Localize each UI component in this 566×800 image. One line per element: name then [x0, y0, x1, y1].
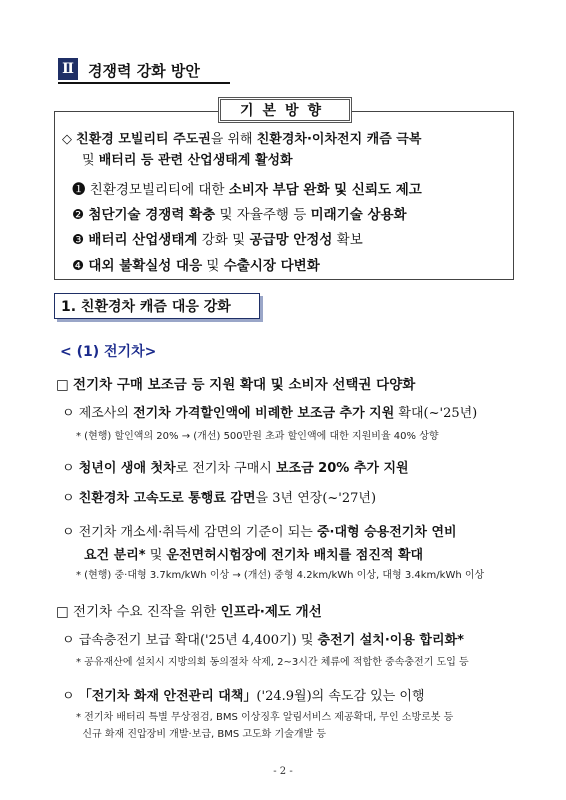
text: 친환경모빌리티에 대한	[89, 182, 229, 198]
bold-text: 친환경 모빌리티 주도권	[76, 132, 211, 147]
text: □	[56, 377, 74, 393]
intro-line-2	[82, 149, 293, 168]
text: 확보	[332, 232, 363, 248]
bold-text: 「전기차 화재 안전관리 대책」	[78, 689, 257, 704]
bullet-line	[84, 544, 423, 563]
subsection-title-box	[54, 293, 260, 319]
footnote: * (현행) 중·대형 3.7km/kWh 이상 → (개선) 중형 4.2km/kWh 이상, 대형 3.4km/kWh 이상	[76, 570, 485, 581]
text: ㅇ	[62, 491, 79, 506]
bold-text: 중·대형 승용전기차 연비	[316, 525, 457, 540]
bold-text: 배터리 산업생태계	[88, 232, 198, 248]
text: ㅇ 전기차 개소세·취득세 감면의 기준이 되는	[62, 525, 317, 540]
text: ㅇ	[62, 689, 79, 704]
page-number: - 2 -	[273, 766, 293, 777]
text: 및	[202, 258, 224, 274]
footnote: * 전기차 배터리 특별 무상점검, BMS 이상징후 알림서비스 제공확대, 무인 소방로봇 등	[76, 712, 454, 723]
footnote: * 공유재산에 설치시 지방의회 동의절차 삭제, 2~3시간 체류에 적합한 중속충전기 도입 등	[76, 657, 469, 668]
bold-text: 인프라·제도 개선	[220, 604, 322, 620]
text: 및 자율주행 등	[215, 207, 311, 223]
subsub-title: < (1) 전기차>	[60, 344, 157, 360]
number-badge-icon: ❶	[72, 182, 90, 198]
bold-text: 수출시장 다변화	[223, 258, 320, 274]
bold-text: 보조금 20% 추가 지원	[275, 461, 409, 476]
bold-text: 충전기 설치·이용 합리화*	[317, 633, 464, 648]
bullet-line	[62, 521, 457, 540]
intro-line-1	[62, 128, 421, 147]
text: 을 3년 연장(~'27년)	[255, 491, 377, 506]
section-number-badge: Ⅱ	[58, 58, 78, 80]
basic-direction-tag: 기본방향	[218, 97, 352, 123]
text: ('24.9월)의 속도감 있는 이행	[256, 689, 425, 704]
bold-text: 요건 분리*	[84, 548, 146, 563]
text: 로 전기차 구매시	[175, 461, 276, 476]
text: ㅇ 급속충전기 보급 확대('25년 4,400기) 및	[62, 633, 318, 648]
footnote: * (현행) 할인액의 20% → (개선) 500만원 초과 할인액에 대한 지원비율 40% 상향	[76, 431, 439, 442]
text: 을 위해	[210, 132, 257, 147]
basic-direction-item	[72, 228, 363, 248]
basic-direction-item	[72, 178, 422, 198]
bold-text: 첨단기술 경쟁력 확충	[88, 207, 216, 223]
diamond-icon: ◇	[62, 132, 72, 147]
bold-text: 친환경차 고속도로 통행료 감면	[78, 491, 256, 506]
bold-text: 운전면허시험장에 전기차 배치를 점진적 확대	[166, 548, 424, 563]
section-underline	[58, 82, 230, 84]
block-heading	[56, 600, 322, 620]
bullet-line	[62, 487, 376, 506]
bold-text: 대외 불확실성 대응	[88, 258, 203, 274]
bold-text: 소비자 부담 완화 및 신뢰도 제고	[228, 182, 422, 198]
section-title: 경쟁력 강화 방안	[88, 62, 200, 80]
number-badge-icon: ❷	[72, 207, 89, 223]
bold-text: 배터리 등 관련 산업생태계 활성화	[98, 153, 293, 168]
basic-direction-item	[72, 203, 407, 223]
bullet-line	[62, 629, 464, 648]
block-heading	[56, 373, 415, 393]
text: ㅇ	[62, 461, 79, 476]
bold-text: 전기차 구매 보조금 등 지원 확대 및 소비자 선택권 다양화	[73, 377, 416, 393]
text: □ 전기차 수요 진작을 위한	[56, 604, 221, 620]
bullet-line	[62, 685, 425, 704]
bold-text: 미래기술 상용화	[310, 207, 407, 223]
text: 및	[82, 153, 99, 168]
text: 강화 및	[197, 232, 250, 248]
bullet-line	[62, 457, 409, 476]
basic-direction-item	[72, 254, 320, 274]
footnote: 신규 화재 진압장비 개발·보급, BMS 고도화 기술개발 등	[76, 729, 327, 740]
bullet-line	[62, 402, 477, 421]
bold-text: 공급망 안정성	[249, 232, 333, 248]
bold-text: 친환경차·이차전지 캐즘 극복	[256, 132, 422, 147]
bold-text: 전기차 가격할인액에 비례한 보조금 추가 지원	[133, 406, 395, 421]
number-badge-icon: ❸	[72, 232, 89, 248]
text: ㅇ 제조사의	[62, 406, 134, 421]
bold-text: 청년이 생애 첫차	[78, 461, 176, 476]
subsection-title: 1. 친환경차 캐즘 대응 강화	[61, 299, 231, 315]
number-badge-icon: ❹	[72, 258, 89, 274]
text: 및	[145, 548, 167, 563]
text: 확대(~'25년)	[394, 406, 478, 421]
